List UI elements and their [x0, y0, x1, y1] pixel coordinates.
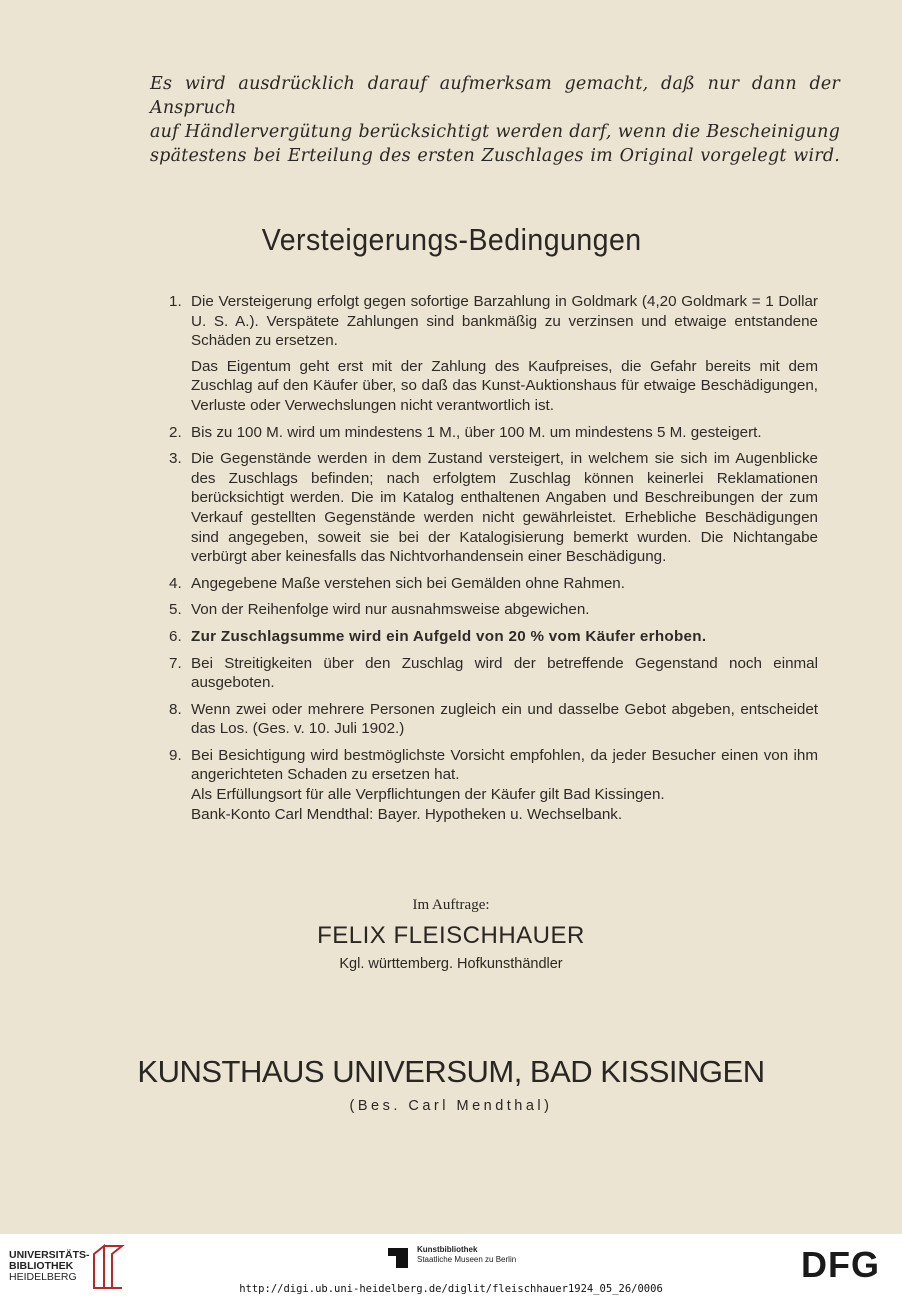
term-text: Die Versteigerung erfolgt gegen sofortige Barzahlung in Goldmark (4,20 Goldmark = 1 Dollar U. S. A.). Verspätete Zahlungen sind bankmäßig zu verzinsen und etwaige entstandene Schäden zu ersetzen.	[191, 293, 818, 350]
term-item	[163, 423, 818, 443]
ub-line: HEIDELBERG	[9, 1271, 77, 1283]
term-text: Bei Streitigkeiten über den Zuschlag wird der betreffende Gegenstand noch einmal ausgeboten.	[191, 654, 818, 692]
ub-heidelberg-label[interactable]	[9, 1250, 90, 1283]
kunstbibliothek-label[interactable]	[417, 1245, 516, 1265]
term-item	[163, 600, 818, 620]
term-text-bold: Zur Zuschlagsumme wird ein Aufgeld von 20 % vom Käufer erhoben.	[191, 627, 707, 645]
ub-line: BIBLIOTHEK	[9, 1260, 74, 1272]
page-title: Versteigerungs-Bedingungen	[261, 222, 642, 257]
term-number: 4.	[169, 574, 182, 592]
term-item	[163, 292, 818, 416]
signatory-name: FELIX FLEISCHHAUER	[317, 922, 585, 949]
auction-house-name: KUNSTHAUS UNIVERSUM, BAD KISSINGEN	[137, 1054, 765, 1089]
notice-line: auf Händlervergütung berücksichtigt werden darf, wenn die Bescheinigung	[150, 122, 840, 142]
term-number: 5.	[169, 601, 182, 619]
digitization-footer	[0, 1234, 902, 1299]
signatory-role: Kgl. württemberg. Hofkunsthändler	[339, 956, 563, 972]
term-text: Bis zu 100 M. wird um mindestens 1 M., über 100 M. um mindestens 5 M. gesteigert.	[191, 423, 762, 441]
term-number: 2.	[169, 423, 182, 441]
term-number: 3.	[169, 450, 182, 468]
term-text: Die Gegenstände werden in dem Zustand versteigert, in welchem sie sich im Augenblicke des Zuschlags befinden; nach erfolgtem Zuschlag können keinerlei Reklamationen berücksichtigt werden. Die im Katalog enthaltenen Angaben und Beschreibungen der zum Verkauf gestellten Gegenstände werden nicht gewährleistet. Erhebliche Beschädigungen sind angegeben, soweit sie bei der Katalogisierung bemerkt wurden. Die Nichtangabe verbürgt aber keinesfalls das Nichtvorhandensein einer Beschädigung.	[191, 450, 818, 566]
dfg-logo[interactable]: DFG	[801, 1244, 880, 1285]
notice-line: Es wird ausdrücklich darauf aufmerksam gemacht, daß nur dann der Anspruch	[150, 74, 840, 118]
term-item	[163, 654, 818, 693]
permalink-url[interactable]: http://digi.ub.uni-heidelberg.de/diglit/fleischhauer1924_05_26/0006	[239, 1283, 663, 1295]
term-text: Das Eigentum geht erst mit der Zahlung des Kaufpreises, die Gefahr bereits mit dem Zuschlag auf den Käufer über, so daß das Kunst-Auktionshaus für etwaige Beschädigungen, Verluste oder Verwechslungen nicht verantwortlich ist.	[191, 357, 818, 414]
term-text: Als Erfüllungsort für alle Verpflichtungen der Käufer gilt Bad Kissingen.	[191, 786, 665, 804]
term-text: Von der Reihenfolge wird nur ausnahmsweise abgewichen.	[191, 601, 590, 619]
term-text: Wenn zwei oder mehrere Personen zugleich ein und dasselbe Gebot abgeben, entscheidet das Los. (Ges. v. 10. Juli 1902.)	[191, 700, 818, 738]
dealer-notice	[150, 72, 840, 168]
kb-line: Staatliche Museen zu Berlin	[417, 1255, 517, 1264]
term-item	[163, 746, 818, 824]
kb-line: Kunstbibliothek	[417, 1245, 478, 1254]
term-number: 9.	[169, 746, 182, 764]
term-item	[163, 449, 818, 567]
kunstbibliothek-logo-icon[interactable]	[386, 1246, 410, 1270]
on-behalf-label: Im Auftrage:	[412, 897, 490, 913]
auction-house-owner: (Bes. Carl Mendthal)	[349, 1098, 553, 1114]
term-text: Bank-Konto Carl Mendthal: Bayer. Hypotheken u. Wechselbank.	[191, 805, 623, 823]
term-number: 6.	[169, 627, 182, 645]
term-text: Angegebene Maße verstehen sich bei Gemälden ohne Rahmen.	[191, 574, 625, 592]
terms-list	[163, 292, 818, 831]
ub-line: UNIVERSITÄTS-	[9, 1249, 90, 1261]
term-item	[163, 574, 818, 594]
term-number: 1.	[169, 293, 182, 310]
term-number: 7.	[169, 654, 182, 672]
term-text: Bei Besichtigung wird bestmöglichste Vorsicht empfohlen, da jeder Besucher einen von ihm angerichteten Schaden zu ersetzen hat.	[191, 746, 818, 784]
notice-line: spätestens bei Erteilung des ersten Zuschlages im Original vorgelegt wird.	[150, 146, 840, 166]
term-item	[163, 627, 818, 647]
term-item	[163, 700, 818, 739]
term-number: 8.	[169, 700, 182, 718]
